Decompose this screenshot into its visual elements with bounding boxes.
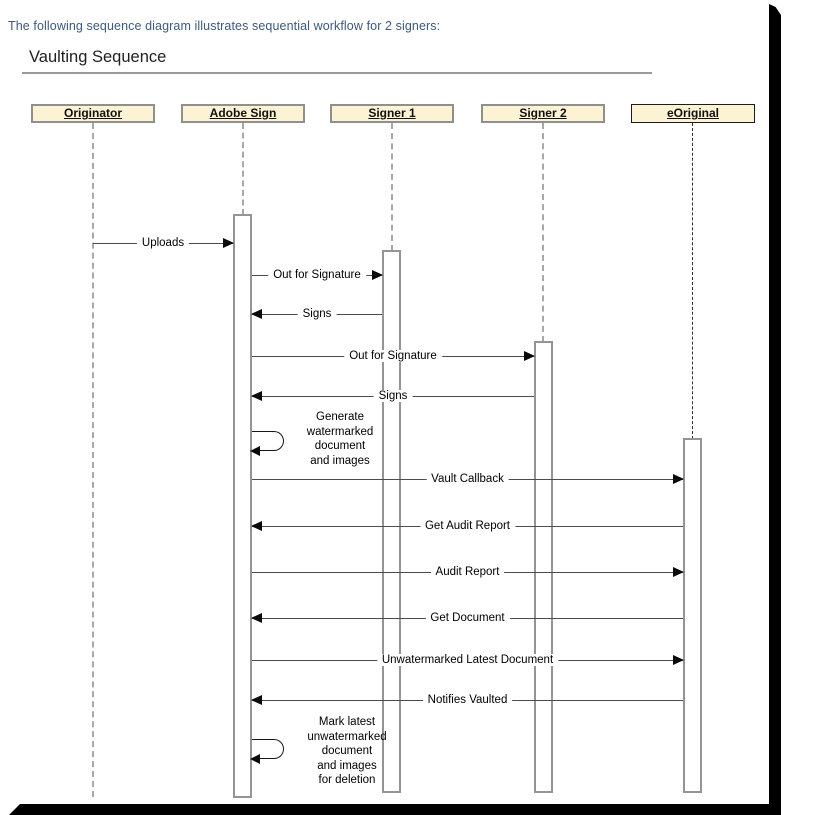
- self-message-label-line: unwatermarked: [307, 730, 387, 743]
- lifeline-eoriginal: [692, 123, 693, 439]
- arrowhead-icon: [372, 270, 383, 280]
- message-label: Get Audit Report: [420, 520, 515, 532]
- arrowhead-icon: [673, 655, 684, 665]
- lifeline-adobe-sign: [242, 123, 244, 215]
- actor-box-adobe-sign: Adobe Sign: [181, 104, 305, 123]
- self-message-label-line: Generate: [316, 411, 364, 423]
- self-message-label-line: and images: [317, 759, 377, 772]
- message-audit-report: [252, 566, 683, 578]
- arrowhead-icon: [250, 754, 260, 764]
- activation-bar-adobe-sign: [233, 214, 252, 798]
- arrowhead-icon: [251, 695, 262, 705]
- activation-bar-signer-1: [382, 250, 401, 793]
- arrowhead-icon: [673, 474, 684, 484]
- arrowhead-icon: [251, 521, 262, 531]
- self-message-loop-generate-watermarked: [252, 431, 284, 451]
- diagram-title: Vaulting Sequence: [29, 48, 167, 66]
- lifeline-signer-2: [542, 123, 544, 342]
- arrowhead-icon: [251, 391, 262, 401]
- message-signs-2: [252, 390, 534, 402]
- intro-text: The following sequence diagram illustrates sequential workflow for 2 signers:: [8, 18, 441, 33]
- message-label: Out for Signature: [344, 350, 442, 362]
- actor-box-originator: Originator: [31, 104, 155, 123]
- self-message-label-line: Mark latest: [318, 716, 376, 728]
- lifeline-signer-1: [391, 123, 393, 251]
- message-label: Unwatermarked Latest Document: [377, 654, 558, 666]
- message-vault-callback: [252, 473, 683, 485]
- message-label: Notifies Vaulted: [423, 694, 513, 706]
- arrowhead-icon: [223, 238, 234, 248]
- message-signs-1: [252, 308, 382, 320]
- message-label: Signs: [374, 390, 413, 402]
- message-label: Out for Signature: [268, 269, 366, 281]
- arrowhead-icon: [250, 446, 260, 456]
- message-out-for-signature-2: [252, 350, 534, 362]
- message-label: Uploads: [137, 237, 189, 249]
- self-message-label-mark-for-deletion: [307, 715, 386, 788]
- message-label: Audit Report: [431, 566, 505, 578]
- activation-bar-eoriginal: [683, 438, 702, 793]
- self-message-label-line: watermarked: [306, 425, 374, 438]
- activation-bar-signer-2: [534, 341, 553, 793]
- message-unwatermarked-latest-document: [252, 654, 683, 666]
- actor-box-eoriginal: eOriginal: [631, 104, 755, 123]
- self-message-label-line: document: [314, 440, 366, 453]
- self-message-label-generate-watermarked: [307, 410, 373, 468]
- message-get-audit-report: [252, 520, 683, 532]
- self-message-label-line: document: [321, 745, 373, 758]
- actor-box-signer-2: Signer 2: [481, 104, 605, 123]
- arrowhead-icon: [251, 613, 262, 623]
- message-uploads: [93, 237, 233, 249]
- lifeline-originator: [92, 123, 94, 797]
- arrowhead-icon: [524, 351, 535, 361]
- message-out-for-signature-1: [252, 269, 382, 281]
- message-label: Signs: [298, 308, 337, 320]
- arrowhead-icon: [251, 309, 262, 319]
- message-get-document: [252, 612, 683, 624]
- arrowhead-icon: [673, 567, 684, 577]
- actor-box-signer-1: Signer 1: [330, 104, 454, 123]
- message-label: Get Document: [425, 612, 509, 624]
- message-label: Vault Callback: [426, 473, 509, 485]
- self-message-label-line: for deletion: [318, 774, 376, 787]
- message-notifies-vaulted: [252, 694, 683, 706]
- self-message-loop-mark-for-deletion: [252, 739, 284, 759]
- self-message-label-line: and images: [310, 454, 370, 467]
